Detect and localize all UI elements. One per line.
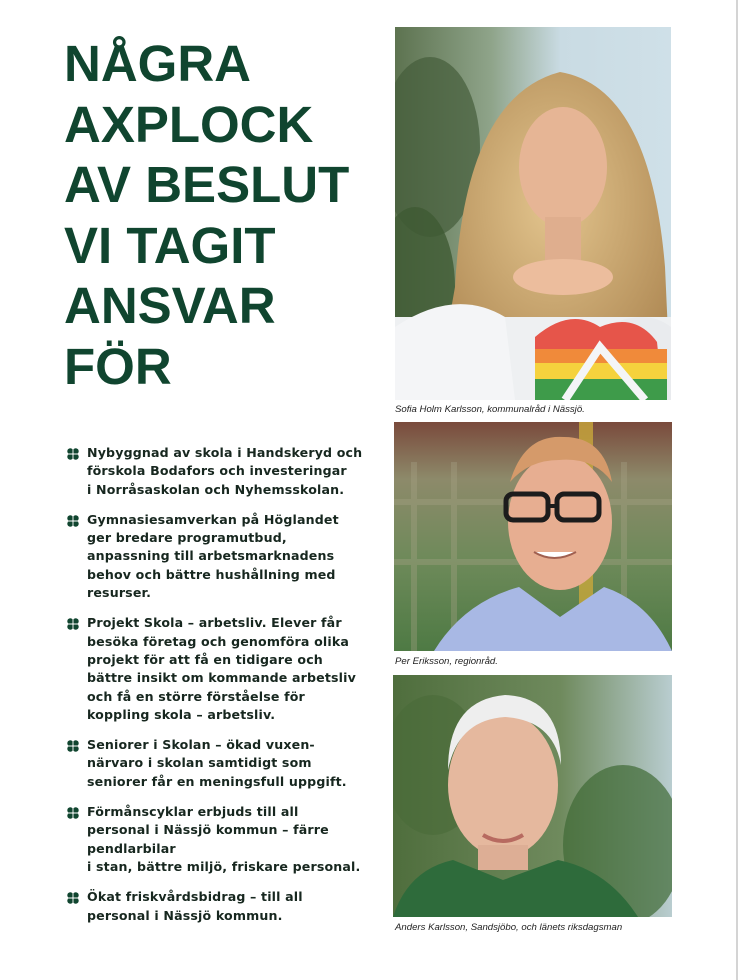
portrait-photo-sofia: [395, 27, 671, 400]
list-item: [66, 511, 366, 602]
clover-icon: [66, 514, 80, 528]
list-item-text: Förmånscyklar erbjuds till all personal i Nässjö kommun – färre pendlarbilar i stan, bättre miljö, friskare personal.: [87, 804, 361, 874]
list-item: [66, 444, 366, 499]
photo-caption: Anders Karlsson, Sandsjöbo, och länets riksdagsman: [395, 922, 623, 933]
list-item-text: Projekt Skola – arbetsliv. Elever får besöka företag och genomföra olika projekt för att få en tidigare och bättre insikt om kommande arbetsliv och få en större förståelse för koppling skola – arbetsliv.: [87, 615, 356, 722]
clover-icon: [66, 447, 80, 461]
list-item: [66, 736, 366, 791]
clover-icon: [66, 617, 80, 631]
list-item-text: Nybyggnad av skola i Handskeryd och förskola Bodafors och investeringar i Norråsaskolan och Nyhemsskolan.: [87, 445, 363, 497]
list-item: [66, 803, 366, 876]
heading-line: FÖR: [64, 337, 172, 395]
portrait-photo-anders: [393, 675, 672, 917]
decisions-list: [66, 444, 366, 937]
list-item-text: Ökat friskvårdsbidrag – till all personal i Nässjö kommun.: [87, 889, 303, 923]
heading-line: ANSVAR: [64, 277, 276, 334]
heading-line: AV BESLUT: [64, 156, 350, 213]
heading-line: NÅGRA: [64, 35, 251, 92]
page-heading: [64, 34, 349, 397]
photo-caption: Sofia Holm Karlsson, kommunalråd i Nässjö.: [395, 404, 585, 415]
clover-icon: [66, 891, 80, 905]
list-item: [66, 614, 366, 724]
list-item: [66, 888, 366, 925]
list-item-text: Gymnasiesamverkan på Höglandet ger bredare programutbud, anpassning till arbetsmarknadens behov och bättre hushållning med resurser.: [87, 511, 339, 601]
clover-icon: [66, 739, 80, 753]
photo-caption: Per Eriksson, regionråd.: [395, 656, 498, 667]
heading-line: AXPLOCK: [64, 95, 314, 153]
heading-line: VI TAGIT: [64, 216, 276, 274]
clover-icon: [66, 806, 80, 820]
portrait-photo-per: [394, 422, 672, 651]
list-item-text: Seniorer i Skolan – ökad vuxen- närvaro i skolan samtidigt som seniorer får en meningsfull uppgift.: [87, 737, 347, 789]
page-edge-divider: [736, 0, 738, 980]
